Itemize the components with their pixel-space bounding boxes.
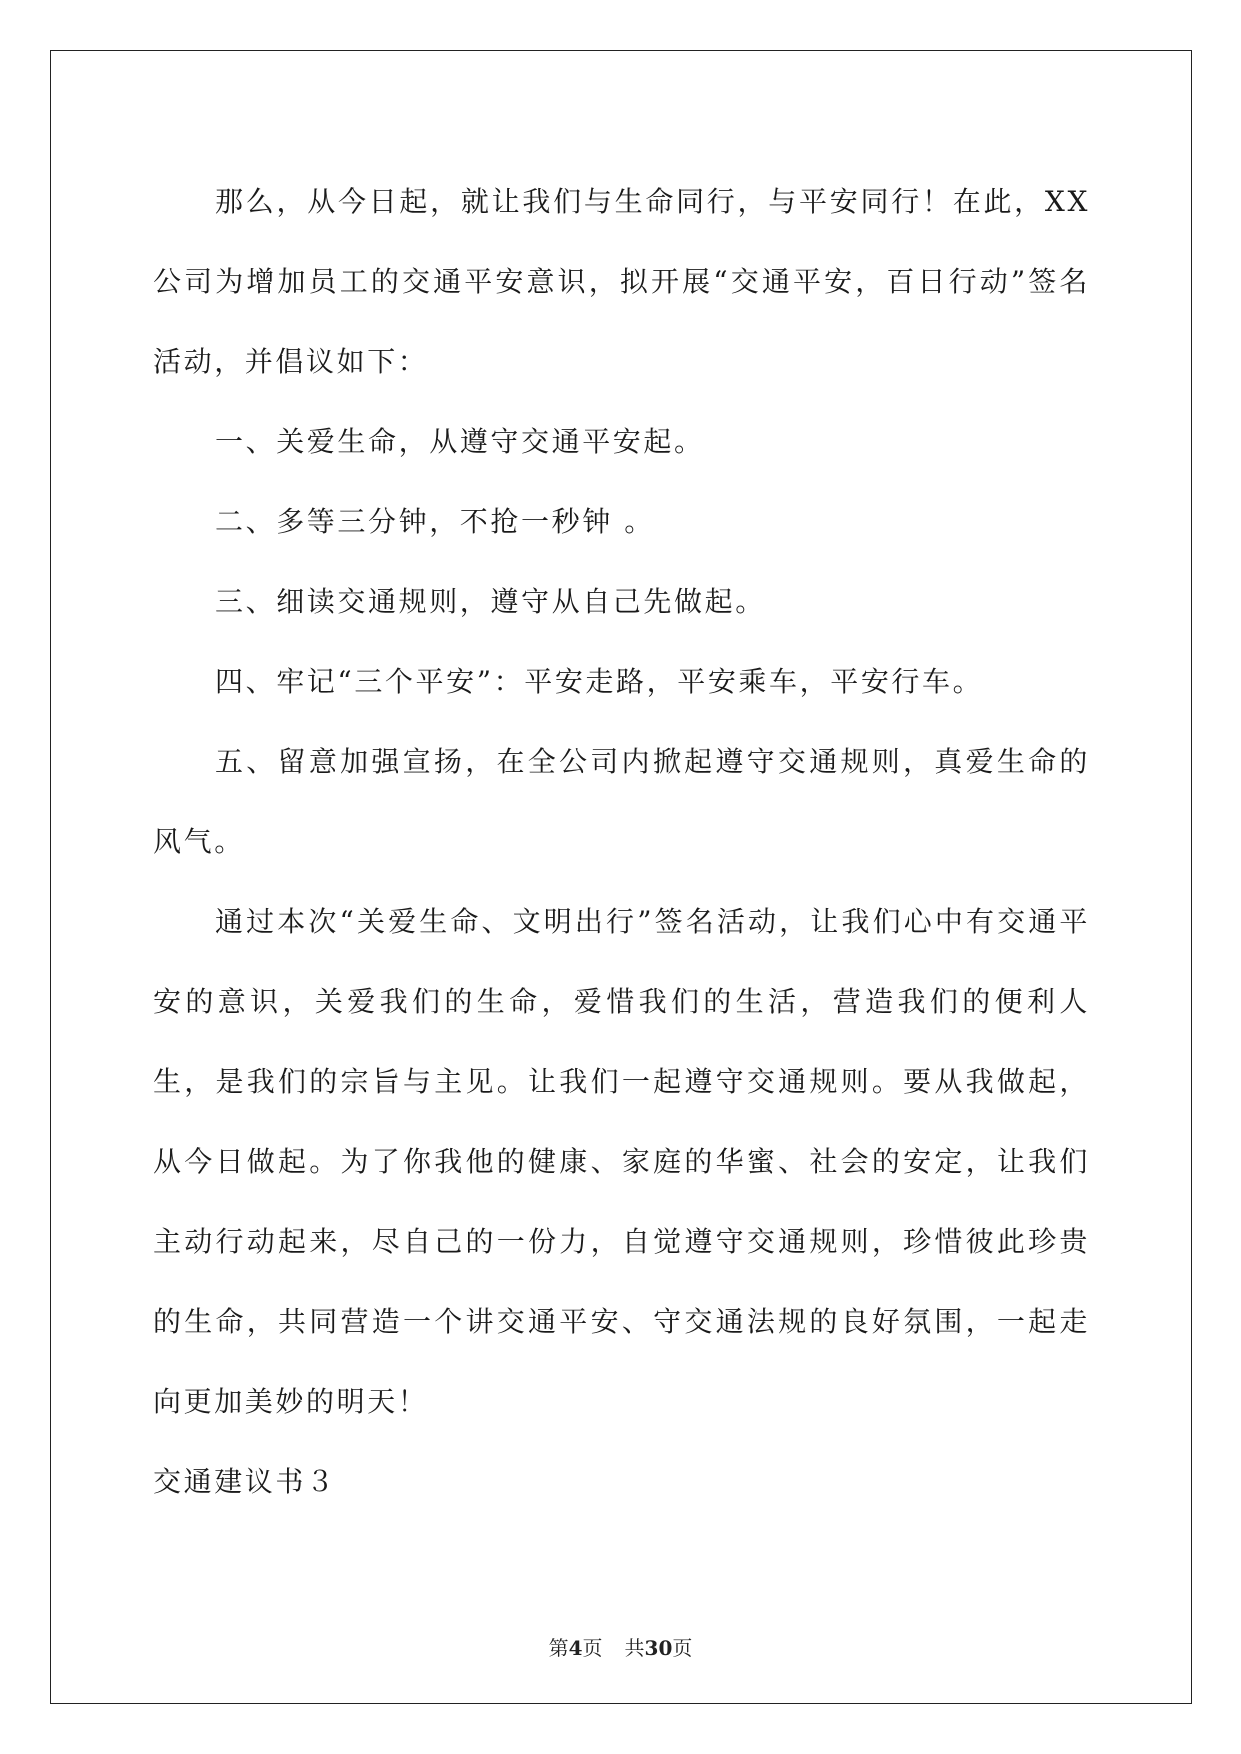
paragraph-item-2: 二、多等三分钟，不抢一秒钟 。 xyxy=(215,505,655,538)
paragraph-item-1: 一、关爱生命，从遵守交通平安起。 xyxy=(215,425,705,458)
document-body xyxy=(153,162,1090,1522)
footer-total-prefix: 共 xyxy=(624,1636,645,1660)
footer-total-pages: 30 xyxy=(644,1636,673,1660)
footer-page-suffix: 页 xyxy=(582,1636,603,1660)
section-heading: 交通建议书３ xyxy=(153,1465,337,1498)
footer-page-number: 4 xyxy=(568,1636,583,1660)
footer-page-prefix: 第 xyxy=(548,1636,569,1660)
paragraph-conclusion: 通过本次“关爱生命、文明出行”签名活动，让我们心中有交通平安的意识，关爱我们的生命，爱惜我们的生活，营造我们的便利人生，是我们的宗旨与主见。让我们一起遵守交通规则。要从我做起，从今日做起。为了你我他的健康、家庭的华蜜、社会的安定，让我们主动行动起来，尽自己的一份力，自觉遵守交通规则，珍惜彼此珍贵的生命，共同营造一个讲交通平安、守交通法规的良好氛围，一起走向更加美妙的明天！ xyxy=(153,905,1090,1418)
paragraph-intro: 那么，从今日起，就让我们与生命同行，与平安同行！在此，XX公司为增加员工的交通平安意识，拟开展“交通平安，百日行动”签名活动，并倡议如下： xyxy=(153,185,1090,378)
paragraph-item-3: 三、细读交通规则，遵守从自己先做起。 xyxy=(215,585,766,618)
paragraph-item-4: 四、牢记“三个平安”：平安走路，平安乘车，平安行车。 xyxy=(215,665,984,698)
paragraph-item-5: 五、留意加强宣扬，在全公司内掀起遵守交通规则，真爱生命的风气。 xyxy=(153,745,1090,858)
page-footer xyxy=(0,1632,1241,1661)
footer-total-suffix: 页 xyxy=(672,1636,693,1660)
